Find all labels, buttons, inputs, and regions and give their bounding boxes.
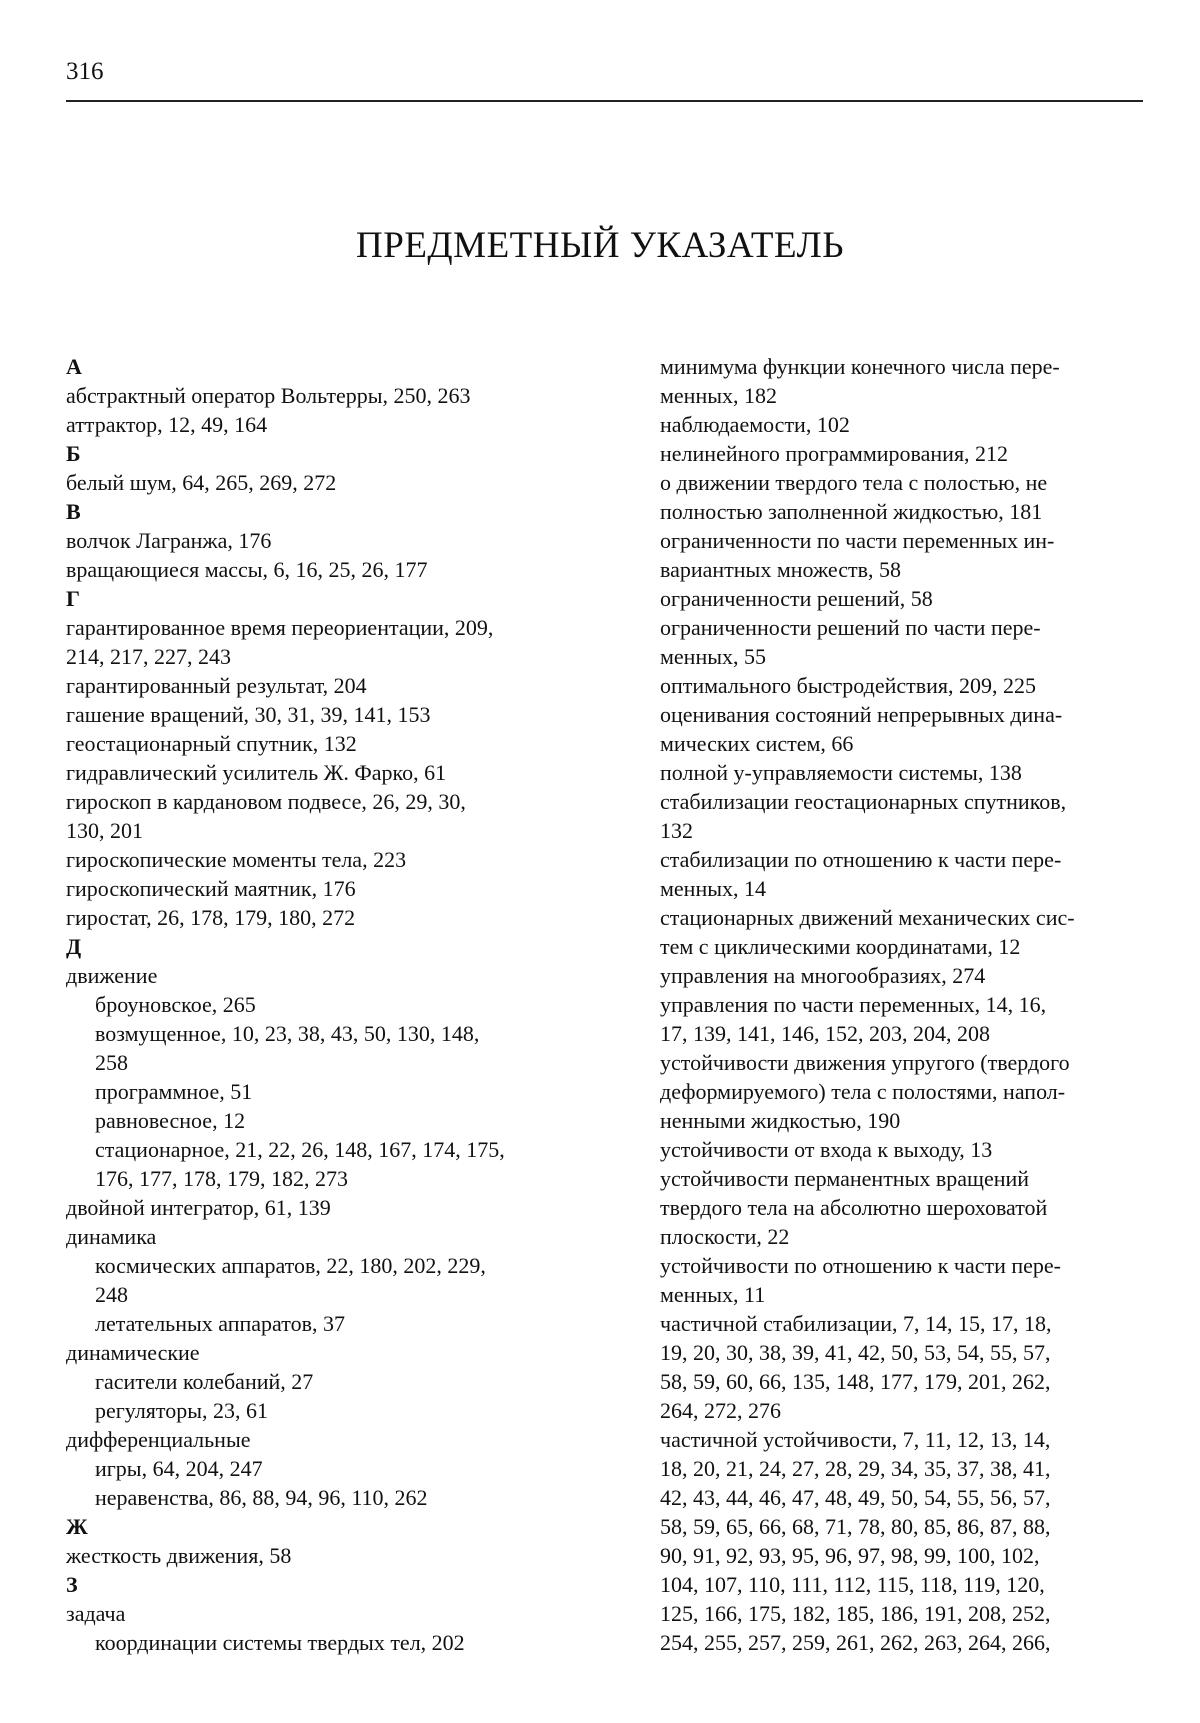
index-entry: волчок Лагранжа, 176	[66, 528, 272, 553]
index-entry: ограниченности по части переменных ин-	[660, 528, 1055, 553]
index-entry: 254, 255, 257, 259, 261, 262, 263, 264, 266,	[660, 1630, 1051, 1655]
index-entry: вращающиеся массы, 6, 16, 25, 26, 177	[66, 557, 428, 582]
index-entry: менных, 14	[660, 876, 767, 901]
index-entry: менных, 11	[660, 1282, 766, 1307]
index-letter-heading: А	[66, 354, 82, 379]
index-entry: частичной устойчивости, 7, 11, 12, 13, 14,	[660, 1427, 1051, 1452]
index-entry: оптимального быстродействия, 209, 225	[660, 673, 1037, 698]
index-subentry: гасители колебаний, 27	[95, 1369, 314, 1394]
index-entry: тем с циклическими координатами, 12	[660, 934, 1021, 959]
index-entry: задача	[66, 1601, 126, 1626]
index-letter-heading: Ж	[66, 1514, 88, 1539]
index-entry: о движении твердого тела с полостью, не	[660, 470, 1048, 495]
index-entry: 58, 59, 60, 66, 135, 148, 177, 179, 201, 262,	[660, 1369, 1051, 1394]
index-entry: движение	[66, 963, 158, 988]
index-entry: дифференциальные	[66, 1427, 251, 1452]
index-entry: минимума функции конечного числа пере-	[660, 354, 1060, 379]
index-entry: устойчивости от входа к выходу, 13	[660, 1137, 993, 1162]
index-subentry: игры, 64, 204, 247	[95, 1456, 263, 1481]
index-entry: полной y-управляемости системы, 138	[660, 760, 1022, 785]
index-entry: динамика	[66, 1224, 157, 1249]
index-entry: динамические	[66, 1340, 200, 1365]
index-entry: оценивания состояний непрерывных дина-	[660, 702, 1063, 727]
index-entry: управления по части переменных, 14, 16,	[660, 992, 1047, 1017]
index-entry: гарантированный результат, 204	[66, 673, 367, 698]
index-subentry: 258	[95, 1050, 128, 1075]
index-entry: аттрактор, 12, 49, 164	[66, 412, 268, 437]
index-subentry: стационарное, 21, 22, 26, 148, 167, 174, 175,	[95, 1137, 505, 1162]
index-column-left	[66, 352, 586, 1657]
index-subentry: 176, 177, 178, 179, 182, 273	[95, 1166, 348, 1191]
index-entry: деформируемого) тела с полостями, напол-	[660, 1079, 1066, 1104]
index-entry: управления на многообразиях, 274	[660, 963, 986, 988]
index-entry: 18, 20, 21, 24, 27, 28, 29, 34, 35, 37, 38, 41,	[660, 1456, 1051, 1481]
index-entry: полностью заполненной жидкостью, 181	[660, 499, 1043, 524]
index-column-right	[660, 352, 1140, 1657]
index-entry: геостационарный спутник, 132	[66, 731, 357, 756]
index-entry: устойчивости движения упругого (твердого	[660, 1050, 1070, 1075]
index-entry: 17, 139, 141, 146, 152, 203, 204, 208	[660, 1021, 990, 1046]
index-entry: 90, 91, 92, 93, 95, 96, 97, 98, 99, 100, 102,	[660, 1543, 1040, 1568]
index-letter-heading: В	[66, 499, 81, 524]
index-entry: нелинейного программирования, 212	[660, 441, 1009, 466]
index-entry: мических систем, 66	[660, 731, 854, 756]
index-entry: 42, 43, 44, 46, 47, 48, 49, 50, 54, 55, 56, 57,	[660, 1485, 1051, 1510]
index-entry: стационарных движений механических сис-	[660, 905, 1075, 930]
index-letter-heading: Д	[66, 934, 82, 959]
index-entry: наблюдаемости, 102	[660, 412, 850, 437]
index-entry: 214, 217, 227, 243	[66, 644, 231, 669]
index-subentry: программное, 51	[95, 1079, 253, 1104]
index-entry: вариантных множеств, 58	[660, 557, 901, 582]
index-entry: гироскопические моменты тела, 223	[66, 847, 407, 872]
index-entry: стабилизации по отношению к части пере-	[660, 847, 1062, 872]
index-entry: гашение вращений, 30, 31, 39, 141, 153	[66, 702, 431, 727]
index-subentry: 248	[95, 1282, 128, 1307]
index-subentry: летательных аппаратов, 37	[95, 1311, 345, 1336]
index-entry: гироскоп в кардановом подвесе, 26, 29, 30,	[66, 789, 466, 814]
index-entry: устойчивости перманентных вращений	[660, 1166, 1030, 1191]
index-entry: ограниченности решений, 58	[660, 586, 933, 611]
index-entry: гиростат, 26, 178, 179, 180, 272	[66, 905, 356, 930]
index-subentry: броуновское, 265	[95, 992, 256, 1017]
index-entry: двойной интегратор, 61, 139	[66, 1195, 331, 1220]
index-entry: гидравлический усилитель Ж. Фарко, 61	[66, 760, 447, 785]
index-entry: 132	[660, 818, 693, 843]
index-entry: частичной стабилизации, 7, 14, 15, 17, 18,	[660, 1311, 1052, 1336]
index-entry: 19, 20, 30, 38, 39, 41, 42, 50, 53, 54, 55, 57,	[660, 1340, 1051, 1365]
index-letter-heading: З	[66, 1572, 78, 1597]
index-entry: абстрактный оператор Вольтерры, 250, 263	[66, 383, 471, 408]
index-entry: твердого тела на абсолютно шероховатой	[660, 1195, 1048, 1220]
index-entry: 264, 272, 276	[660, 1398, 781, 1423]
index-entry: гарантированное время переориентации, 209,	[66, 615, 494, 640]
index-entry: 58, 59, 65, 66, 68, 71, 78, 80, 85, 86, 87, 88,	[660, 1514, 1051, 1539]
index-entry: ограниченности решений по части пере-	[660, 615, 1041, 640]
index-entry: 130, 201	[66, 818, 143, 843]
index-subentry: регуляторы, 23, 61	[95, 1398, 269, 1423]
index-subentry: возмущенное, 10, 23, 38, 43, 50, 130, 148,	[95, 1021, 480, 1046]
index-letter-heading: Г	[66, 586, 80, 611]
index-entry: белый шум, 64, 265, 269, 272	[66, 470, 337, 495]
page-number: 316	[66, 58, 104, 85]
index-letter-heading: Б	[66, 441, 81, 466]
index-entry: плоскости, 22	[660, 1224, 790, 1249]
index-entry: устойчивости по отношению к части пере-	[660, 1253, 1061, 1278]
page-title: ПРЕДМЕТНЫЙ УКАЗАТЕЛЬ	[356, 225, 844, 266]
index-subentry: космических аппаратов, 22, 180, 202, 229,	[95, 1253, 486, 1278]
index-subentry: неравенства, 86, 88, 94, 96, 110, 262	[95, 1485, 428, 1510]
index-entry: жесткость движения, 58	[66, 1543, 292, 1568]
index-entry: ненными жидкостью, 190	[660, 1108, 901, 1133]
index-entry: менных, 182	[660, 383, 778, 408]
index-entry: стабилизации геостационарных спутников,	[660, 789, 1067, 814]
index-entry: менных, 55	[660, 644, 767, 669]
index-entry: гироскопический маятник, 176	[66, 876, 356, 901]
index-subentry: равновесное, 12	[95, 1108, 246, 1133]
index-subentry: координации системы твердых тел, 202	[95, 1630, 465, 1655]
index-entry: 125, 166, 175, 182, 185, 186, 191, 208, 252,	[660, 1601, 1051, 1626]
index-entry: 104, 107, 110, 111, 112, 115, 118, 119, 120,	[660, 1572, 1045, 1597]
header-rule	[66, 100, 1143, 102]
